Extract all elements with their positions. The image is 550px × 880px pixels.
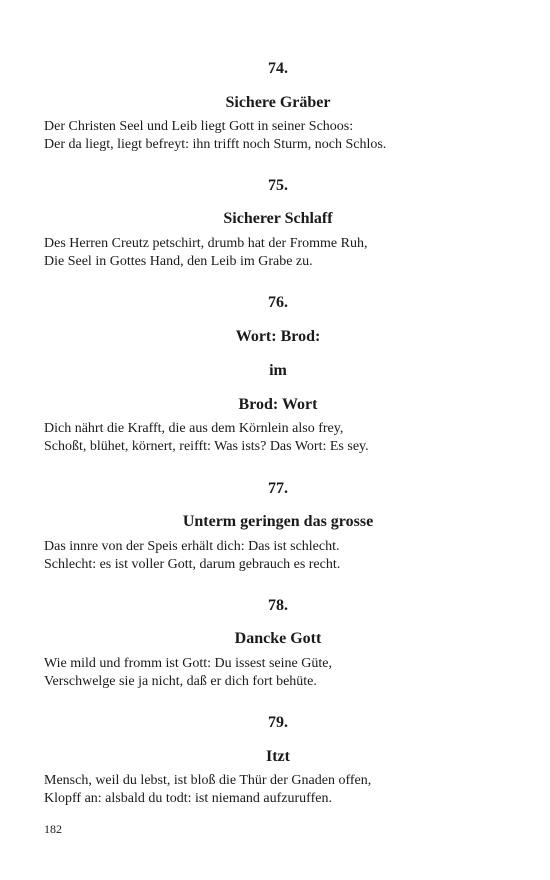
poem-title: Sicherer Schlaff	[223, 210, 333, 227]
verse-line: Mensch, weil du lebst, ist bloß die Thür der Gnaden offen,	[44, 773, 372, 788]
page-number: 182	[44, 822, 62, 836]
verse-line: Schlecht: es ist voller Gott, darum gebrauch es recht.	[44, 557, 341, 572]
verse-line: Klopff an: alsbald du todt: ist niemand aufzuruffen.	[44, 791, 332, 806]
poem-number: 75.	[268, 177, 288, 194]
poem-verse	[44, 420, 514, 456]
verse-line: Schoßt, blühet, körnert, reifft: Was ists? Das Wort: Es sey.	[44, 439, 369, 454]
verse-line: Der Christen Seel und Leib liegt Gott in seiner Schoos:	[44, 119, 354, 134]
poem-verse	[44, 772, 514, 808]
verse-line: Der da liegt, liegt befreyt: ihn trifft noch Sturm, noch Schlos.	[44, 137, 387, 152]
poem-title: Brod: Wort	[238, 396, 318, 413]
poem-title: Sichere Gräber	[225, 94, 331, 111]
verse-line: Des Herren Creutz petschirt, drumb hat der Fromme Ruh,	[44, 236, 368, 251]
poem-verse	[44, 538, 514, 574]
poem-verse	[44, 235, 514, 271]
verse-line: Dich nährt die Krafft, die aus dem Körnlein also frey,	[44, 421, 344, 436]
poem-title: im	[269, 362, 287, 379]
verse-line: Verschwelge sie ja nicht, daß er dich fort behüte.	[44, 674, 317, 689]
poem-title: Itzt	[266, 748, 290, 765]
poem-number: 74.	[268, 60, 288, 77]
poem-title: Unterm geringen das grosse	[182, 513, 374, 530]
poem-number: 78.	[268, 597, 288, 614]
book-page	[44, 0, 512, 880]
poem-verse	[44, 655, 514, 691]
poem-title: Wort: Brod:	[235, 328, 321, 345]
verse-line: Das innre von der Speis erhält dich: Das ist schlecht.	[44, 539, 340, 554]
poem-number: 79.	[268, 714, 288, 731]
poem-number: 77.	[268, 480, 288, 497]
poem-number: 76.	[268, 294, 288, 311]
poem-verse	[44, 118, 514, 154]
poem-title: Dancke Gott	[234, 630, 322, 647]
verse-line: Die Seel in Gottes Hand, den Leib im Grabe zu.	[44, 254, 313, 269]
verse-line: Wie mild und fromm ist Gott: Du issest seine Güte,	[44, 656, 332, 671]
